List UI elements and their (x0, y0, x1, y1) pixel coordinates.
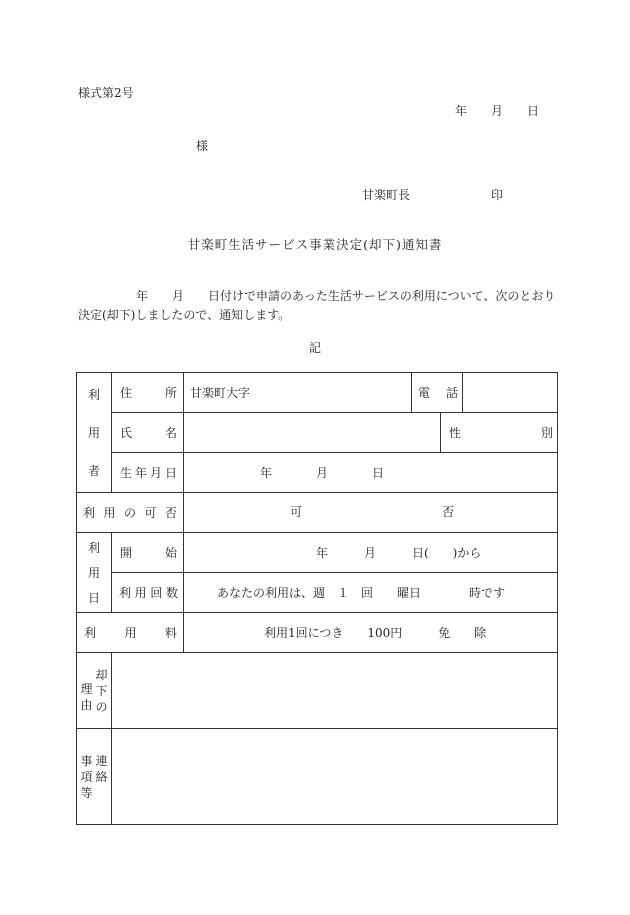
user-group-label: 利 用 者 (77, 373, 112, 493)
reason-value (112, 653, 558, 729)
seal-mark: 印 (491, 188, 504, 202)
start-label: 開 始 (112, 533, 184, 573)
address-value: 甘楽町大字 (184, 373, 412, 413)
usage-group-label: 利 用 日 (77, 533, 112, 613)
count-value: あなたの利用は、週 １ 回 曜日 時です (184, 573, 558, 613)
contact-value (112, 729, 558, 825)
sex-label: 性 別 (441, 413, 558, 453)
phone-value (463, 373, 558, 413)
dob-value: 年 月 日 (184, 453, 558, 493)
reason-label: 理 由 却 下 の (77, 653, 112, 729)
addressee-suffix: 様 (196, 139, 209, 153)
availability-yes: 可 (290, 504, 303, 519)
availability-label: 利 用 の 可 否 (77, 493, 184, 533)
fee-row (77, 613, 558, 653)
dob-label: 生 年 月 日 (112, 453, 184, 493)
start-value: 年 月 日( )から (184, 533, 558, 573)
body-line-1: 年 月 日付けで申請のあった生活サービスの利用について、次のとおり (136, 289, 556, 303)
issuer-name: 甘楽町長 (362, 188, 411, 202)
fee-value: 利用1回につき 100円 免 除 (184, 613, 558, 653)
availability-no: 否 (442, 504, 455, 519)
issue-date: 年 月 日 (455, 104, 540, 118)
dob-row (77, 453, 558, 493)
name-label: 氏 名 (112, 413, 184, 453)
body-line-2: 決定(却下)しましたので、通知します。 (78, 308, 291, 322)
contact-row (77, 729, 558, 825)
start-row (77, 533, 558, 573)
availability-row (77, 493, 558, 533)
phone-label: 電 話 (412, 373, 463, 413)
reason-row (77, 653, 558, 729)
availability-value (184, 493, 558, 533)
contact-label: 事 項 等 連 絡 (77, 729, 112, 825)
name-value (184, 413, 441, 453)
fee-label: 利 用 料 (77, 613, 184, 653)
form-number: 様式第2号 (78, 86, 134, 100)
ki-heading: 記 (309, 341, 322, 355)
address-row (77, 373, 558, 413)
notice-table (76, 372, 558, 825)
address-label: 住 所 (112, 373, 184, 413)
document-title: 甘楽町生活サービス事業決定(却下)通知書 (187, 237, 443, 252)
count-row (77, 573, 558, 613)
name-row (77, 413, 558, 453)
count-label: 利 用 回 数 (112, 573, 184, 613)
